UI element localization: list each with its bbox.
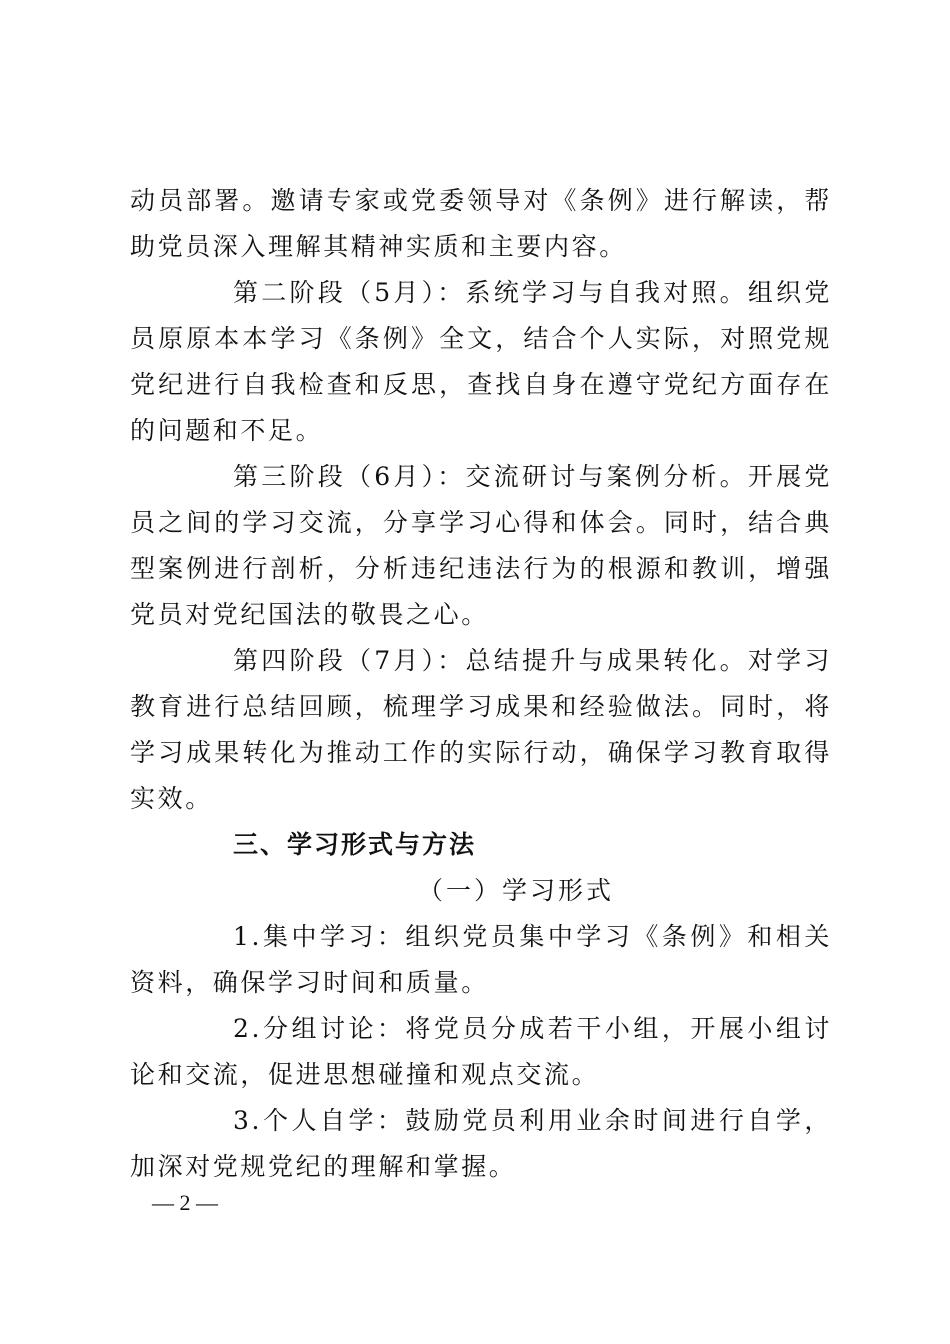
document-body xyxy=(130,178,832,1190)
paragraph-stage-three: 第三阶段（6月）：交流研讨与案例分析。开展党员之间的学习交流，分享学习心得和体会。同时，结合典型案例进行剖析，分析违纪违法行为的根源和教训，增强党员对党纪国法的敬畏之心。 xyxy=(130,462,832,629)
paragraph-group-discussion: 2.分组讨论：将党员分成若干小组，开展小组讨论和交流，促进思想碰撞和观点交流。 xyxy=(130,1014,832,1089)
page-number: — 2 — xyxy=(152,1190,218,1215)
paragraph-centralized-learning: 1.集中学习：组织党员集中学习《条例》和相关资料，确保学习时间和质量。 xyxy=(130,922,832,997)
paragraph-stage-two: 第二阶段（5月）：系统学习与自我对照。组织党员原原本本学习《条例》全文，结合个人实际，对照党规党纪进行自我检查和反思，查找自身在遵守党纪方面存在的问题和不足。 xyxy=(130,278,832,445)
paragraph-mobilization: 动员部署。邀请专家或党委领导对《条例》进行解读，帮助党员深入理解其精神实质和主要内容。 xyxy=(130,186,832,261)
section-heading-learning-forms-methods: 三、学习形式与方法 xyxy=(233,830,477,859)
paragraph-self-study: 3.个人自学：鼓励党员利用业余时间进行自学，加深对党规党纪的理解和掌握。 xyxy=(130,1106,832,1181)
subsection-heading-learning-forms: （一）学习形式 xyxy=(417,876,614,905)
paragraph-stage-four: 第四阶段（7月）：总结提升与成果转化。对学习教育进行总结回顾，梳理学习成果和经验做法。同时，将学习成果转化为推动工作的实际行动，确保学习教育取得实效。 xyxy=(130,646,832,813)
